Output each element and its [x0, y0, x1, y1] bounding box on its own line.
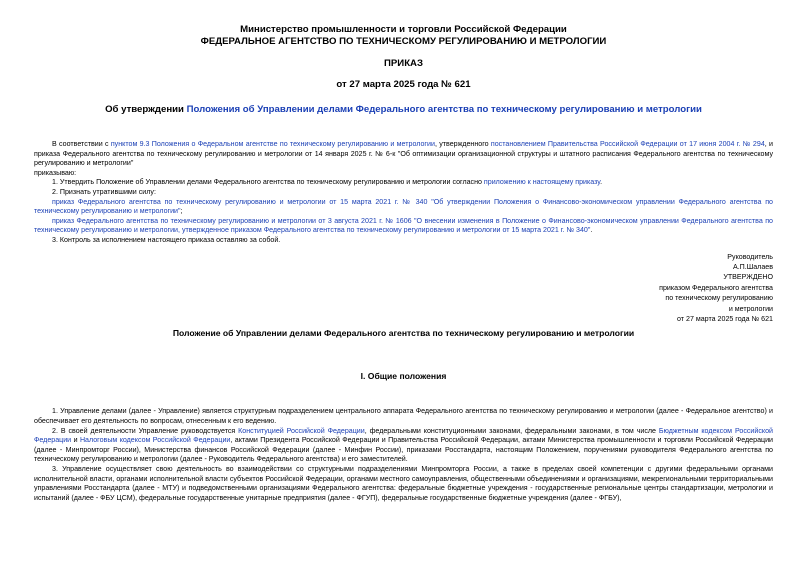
- signature-block: [34, 252, 773, 325]
- approved-line-2: по техническому регулированию: [665, 294, 773, 303]
- agency-name: ФЕДЕРАЛЬНОЕ АГЕНТСТВО ПО ТЕХНИЧЕСКОМУ РЕГУЛИРОВАНИЮ И МЕТРОЛОГИИ: [200, 36, 607, 47]
- item-2: 2. Признать утратившими силу:: [52, 187, 156, 196]
- item-2b-end: .: [590, 226, 593, 235]
- preamble: [34, 140, 773, 169]
- orders-word: приказываю:: [34, 168, 77, 177]
- approved-label: УТВЕРЖДЕНО: [723, 273, 773, 282]
- link-tax-code[interactable]: Налоговым кодексом Российской Федерации: [79, 436, 231, 445]
- order-body: [34, 140, 773, 246]
- item-1-text: 1. Утвердить Положение об Управлении делами Федерального агентства по техническому регулированию и метрологии согласно: [52, 178, 484, 187]
- regulation-paragraph-2: [34, 427, 773, 465]
- link-appendix[interactable]: приложению к настоящему приказу: [483, 178, 601, 187]
- link-budget-code[interactable]: Бюджетным кодексом Российской Федерации: [34, 426, 773, 445]
- preamble-text-2: , утвержденного: [434, 140, 491, 148]
- regulation-paragraph-1: 1. Управление делами (далее - Управление) является структурным подразделением центрального аппарата Федерального агентства по техническому регулированию и метрологии (далее - Федеральное агентство) и обеспечивает его деятельность по вопросам, отнесенным к его ведению.: [34, 407, 773, 425]
- preamble-text-3: , и приказа Федерального агентства по техническому регулированию и метрологии от 14 января 2025 г. № 6-к "Об оптимизации организационной структуры и штатного расписания Федерального агентства по техническому регулированию и метрологии": [34, 140, 774, 168]
- preamble-text-1: В соответствии с: [52, 140, 111, 148]
- p2-text-b: , федеральными конституционными законами, федеральными законами, в том числе: [364, 426, 659, 435]
- p2-text-a: 2. В своей деятельности Управление руководствуется: [52, 426, 239, 435]
- p2-text-c: и: [71, 436, 80, 445]
- p2-text-d: , актами Президента Российской Федерации и Правительства Российской Федерации, актами Министерства промышленности и торговли Российской Федерации (далее - Минпромторг России), Министерства финансов Российской Федерации (далее - Минфин России), приказами Росстандарта, настоящим Положением, поручениями руководителя Федерального агентства по техническому регулированию и метрологии (далее - Руководитель Федерального агентства) и его заместителей.: [34, 436, 774, 464]
- regulation-body: [34, 407, 773, 503]
- document-title: [34, 104, 773, 115]
- link-resolution-294[interactable]: постановлением Правительства Российской Федерации от 17 июня 2004 г. № 294: [490, 140, 765, 148]
- approved-line-4: от 27 марта 2025 года № 621: [676, 314, 773, 323]
- approved-line-1: приказом Федерального агентства: [659, 283, 773, 292]
- item-1: [34, 178, 773, 188]
- signature-role: Руководитель: [727, 252, 773, 261]
- signature-name: А.П.Шалаев: [732, 262, 773, 271]
- document-date-number: от 27 марта 2025 года № 621: [336, 79, 471, 90]
- link-constitution[interactable]: Конституцией Российской Федерации: [238, 426, 365, 435]
- title-link[interactable]: Положения об Управлении делами Федерального агентства по техническому регулированию и метрологии: [186, 104, 702, 115]
- item-2a-end: ;: [180, 207, 183, 216]
- item-2b: [34, 217, 773, 236]
- regulation-paragraph-3: 3. Управление осуществляет свою деятельность во взаимодействии со структурными подразделениями Минпромторга России, а также в пределах своей компетенции с другими федеральными органами исполнительной власти, органами исполнительной власти субъектов Российской Федерации, органами местного самоуправления, общественными объединениями и организациями, межрегиональными территориальными управлениями Росстандарта (далее - МТУ) и подведомственными организациями Федерального агентства: федеральные бюджетные учреждения - государственные региональные центры стандартизации, метрологии и испытаний (далее - ФБУ ЦСМ), федеральные государственные унитарные предприятия (далее - ФГУП), федеральные государственные бюджетные учреждения (далее - ФГБУ),: [34, 464, 773, 502]
- title-prefix: Об утверждении: [105, 104, 187, 115]
- item-2a: [34, 198, 773, 217]
- link-order-340[interactable]: приказ Федерального агентства по техническому регулированию и метрологии от 15 марта 2021 г. № 340 "Об утверждении Положения о Финансово-экономическом управлении Федерального агентства по техническому регулированию и метрологии": [34, 197, 773, 216]
- approved-line-3: и метрологии: [728, 304, 773, 313]
- link-order-1606[interactable]: приказ Федерального агентства по техническому регулированию и метрологии от 3 августа 2021 г. № 1606 "О внесении изменения в Положение о Финансово-экономическом управлении Федерального агентства по техническому регулированию и метрологии, утвержденное приказом Федерального агентства по техническому регулированию и метрологии от 15 марта 2021 г. № 340": [34, 216, 773, 235]
- link-clause-9-3[interactable]: пунктом 9.3 Положения о Федеральном агентстве по техническому регулированию и метрологии: [110, 140, 435, 148]
- item-3: 3. Контроль за исполнением настоящего приказа оставляю за собой.: [52, 235, 281, 244]
- regulation-title: Положение об Управлении делами Федерального агентства по техническому регулированию и метрологии: [172, 328, 635, 339]
- ministry-name: Министерство промышленности и торговли Российской Федерации: [240, 24, 567, 35]
- section-heading: I. Общие положения: [360, 371, 447, 382]
- item-1-end: .: [600, 178, 603, 187]
- document-type: ПРИКАЗ: [384, 58, 423, 69]
